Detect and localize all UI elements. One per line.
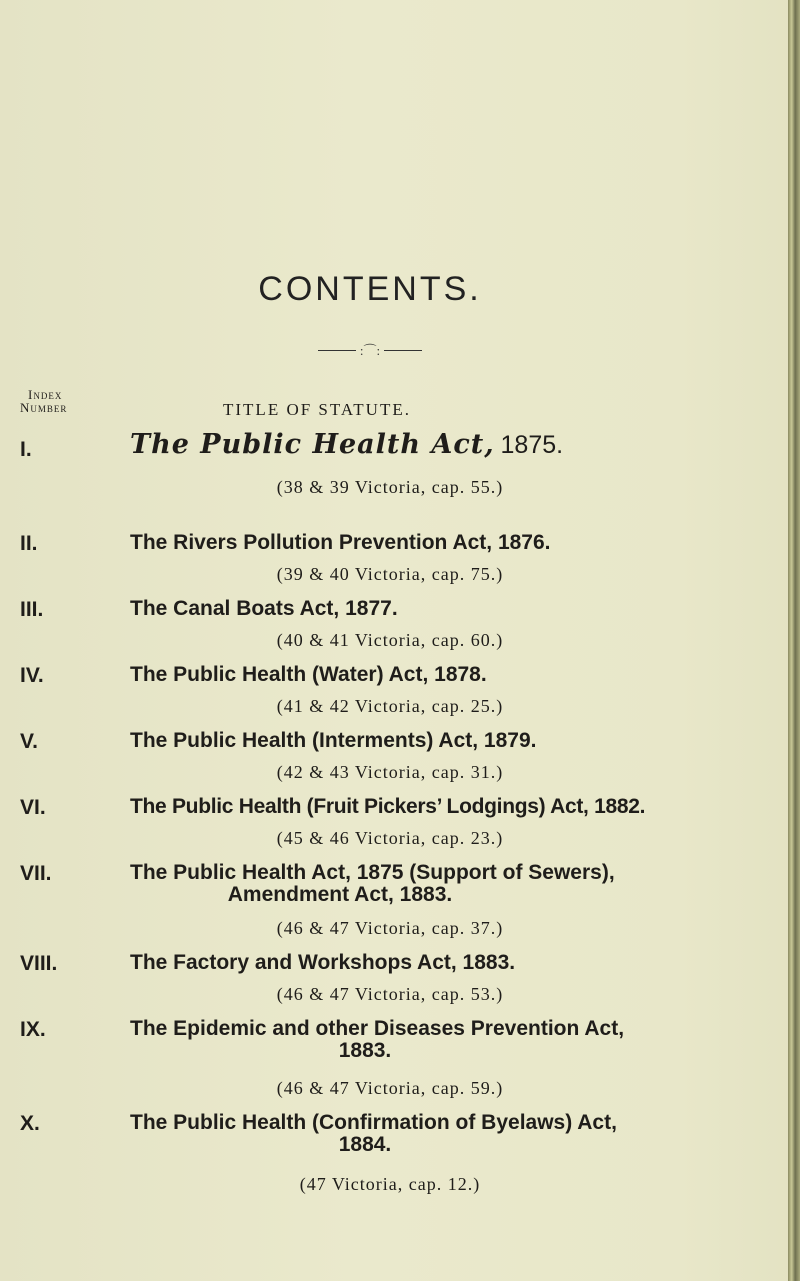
divider-line-left xyxy=(318,350,356,351)
divider-line-right xyxy=(384,350,422,351)
entry-title: The Rivers Pollution Prevention Act, 1876. xyxy=(130,531,551,554)
entry-number: X. xyxy=(20,1112,40,1135)
entry-number: IV. xyxy=(20,664,44,687)
entry-citation: (38 & 39 Victoria, cap. 55.) xyxy=(276,477,504,497)
entry-title-line2: Amendment Act, 1883. xyxy=(227,883,453,906)
entry-title-line1: The Epidemic and other Diseases Prevention Act, xyxy=(130,1017,625,1040)
entry-citation: (42 & 43 Victoria, cap. 31.) xyxy=(276,762,504,782)
entry-title xyxy=(130,1112,690,1156)
entry-title: The Canal Boats Act, 1877. xyxy=(130,597,398,620)
entry-title-blackletter: The Public Health Act, xyxy=(130,429,495,460)
title-of-statute-header: TITLE OF STATUTE. xyxy=(223,400,411,419)
book-spine-edge xyxy=(788,0,800,1281)
entry-title-year: 1875. xyxy=(500,431,564,459)
entry-title: The Public Health (Interments) Act, 1879. xyxy=(130,729,537,752)
entry-title-line1: The Public Health (Confirmation of Byelaws) Act, xyxy=(130,1111,617,1134)
entry-citation: (45 & 46 Victoria, cap. 23.) xyxy=(276,828,504,848)
entry-title xyxy=(130,862,690,906)
entry-citation: (46 & 47 Victoria, cap. 37.) xyxy=(276,918,504,938)
entry-number: VII. xyxy=(20,862,52,885)
index-number-header xyxy=(20,388,140,414)
entry-citation: (46 & 47 Victoria, cap. 59.) xyxy=(276,1078,504,1098)
number-label: Number xyxy=(20,400,68,415)
entry-title xyxy=(130,429,690,460)
entry-title-line2: 1884. xyxy=(338,1133,392,1156)
entry-number: IX. xyxy=(20,1018,46,1041)
ornament-divider xyxy=(0,344,740,357)
entry-citation: (46 & 47 Victoria, cap. 53.) xyxy=(276,984,504,1004)
entry-number: VIII. xyxy=(20,952,58,975)
entry-citation: (41 & 42 Victoria, cap. 25.) xyxy=(276,696,504,716)
entry-number: III. xyxy=(20,598,44,621)
ornament-mark: :⌒: xyxy=(359,343,381,358)
index-label: Index xyxy=(28,387,63,402)
entry-citation: (39 & 40 Victoria, cap. 75.) xyxy=(276,564,504,584)
entry-number: I. xyxy=(20,438,32,461)
entry-citation: (47 Victoria, cap. 12.) xyxy=(299,1174,481,1194)
entry-number: V. xyxy=(20,730,38,753)
entry-title-line2: 1883. xyxy=(338,1039,392,1062)
entry-title-line1: The Public Health Act, 1875 (Support of Sewers), xyxy=(130,861,615,884)
entry-number: VI. xyxy=(20,796,46,819)
entry-title: The Public Health (Water) Act, 1878. xyxy=(130,663,487,686)
entry-title: The Public Health (Fruit Pickers’ Lodgings) Act, 1882. xyxy=(130,795,646,818)
entry-citation: (40 & 41 Victoria, cap. 60.) xyxy=(276,630,504,650)
entry-title: The Factory and Workshops Act, 1883. xyxy=(130,951,516,974)
entry-title xyxy=(130,1018,690,1062)
page-title: CONTENTS. xyxy=(258,270,482,308)
entry-number: II. xyxy=(20,532,38,555)
